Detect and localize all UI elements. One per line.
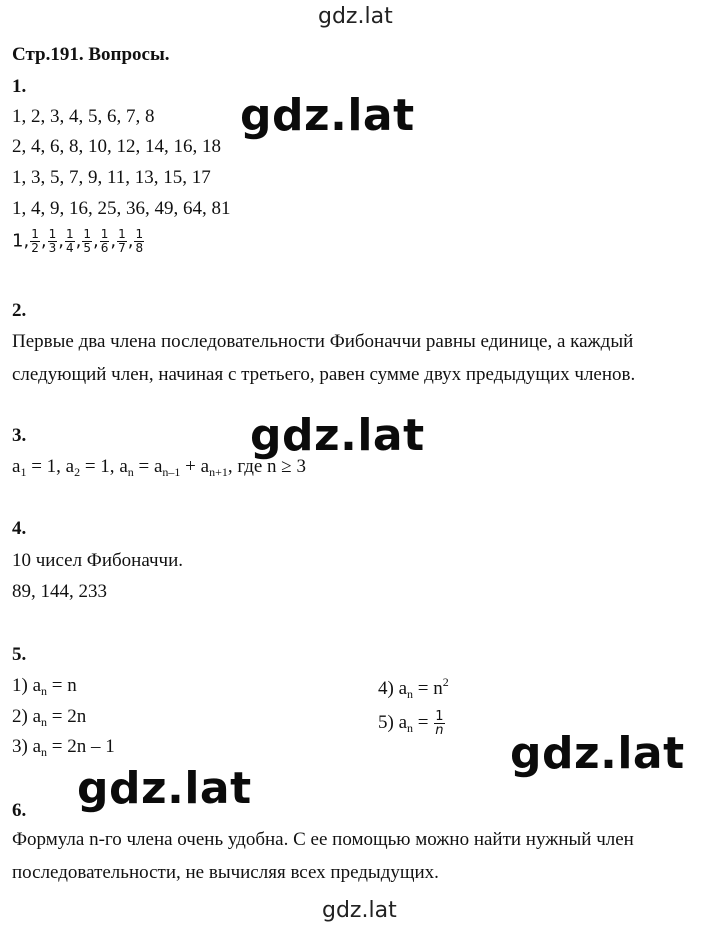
recurrence-formula: $a_1 = 1$, $a_2 = 1$, $a_n = a_{n-1} + a_{n+1}$, где n ≥ 3	[12, 456, 306, 479]
formula-item: 1) $a_n = n$	[12, 675, 77, 698]
fraction: $\frac{1}{7}$	[118, 227, 126, 255]
fraction: $\frac{1}{4}$	[65, 227, 74, 255]
question-number: 5.	[12, 644, 27, 665]
fraction-sequence: 1, $\frac{1}{2}$ , $\frac{1}{3}$ , $\frac{1}{4}$ , $\frac{1}{5}$ , $\frac{1}{6}$ , $\frac{1}{7}$ , $\frac{1}{8}$	[12, 227, 144, 255]
fraction: $\frac{1}{n}$	[435, 709, 444, 738]
formula-item: 5) $a_n$ = $\frac{1}{n}$	[378, 709, 444, 738]
watermark: gdz.lat	[250, 410, 425, 461]
answer-line: следующий член, начиная с третьего, равен сумме двух предыдущих членов.	[12, 364, 636, 385]
footer-site-label: gdz.lat	[322, 898, 397, 923]
question-number: 2.	[12, 300, 27, 321]
fraction: $\frac{1}{3}$	[48, 227, 57, 255]
formula-item: 2) $a_n = 2n$	[12, 706, 87, 729]
sequence-line: 1, 3, 5, 7, 9, 11, 13, 15, 17	[12, 167, 211, 188]
question-number: 6.	[12, 800, 27, 821]
question-number: 1.	[12, 76, 27, 97]
fraction: $\frac{1}{5}$	[83, 227, 91, 255]
fraction-lead: 1,	[12, 230, 30, 252]
sequence-line: 1, 2, 3, 4, 5, 6, 7, 8	[12, 106, 155, 127]
watermark: gdz.lat	[240, 90, 415, 141]
question-number: 4.	[12, 518, 27, 539]
sequence-line: 1, 4, 9, 16, 25, 36, 49, 64, 81	[12, 198, 231, 219]
formula-item: 3) $a_n = 2n - 1$	[12, 736, 115, 759]
watermark: gdz.lat	[77, 763, 252, 814]
answer-line: 89, 144, 233	[12, 581, 107, 602]
formula-item: 4) $a_n = n^2$	[378, 675, 449, 701]
page-title: Стр.191. Вопросы.	[12, 44, 170, 65]
header-site-label: gdz.lat	[318, 4, 393, 29]
answer-line: Формула n-го члена очень удобна. С ее помощью можно найти нужный член	[12, 829, 634, 850]
watermark: gdz.lat	[510, 728, 685, 779]
question-number: 3.	[12, 425, 27, 446]
sequence-line: 2, 4, 6, 8, 10, 12, 14, 16, 18	[12, 136, 221, 157]
answer-line: Первые два члена последовательности Фибоначчи равны единице, а каждый	[12, 331, 634, 352]
answer-line: последовательности, не вычисляя всех предыдущих.	[12, 862, 439, 883]
fraction: $\frac{1}{6}$	[100, 227, 109, 255]
fraction: $\frac{1}{8}$	[135, 227, 144, 255]
answer-line: 10 чисел Фибоначчи.	[12, 550, 184, 571]
fraction: $\frac{1}{2}$	[31, 227, 39, 255]
